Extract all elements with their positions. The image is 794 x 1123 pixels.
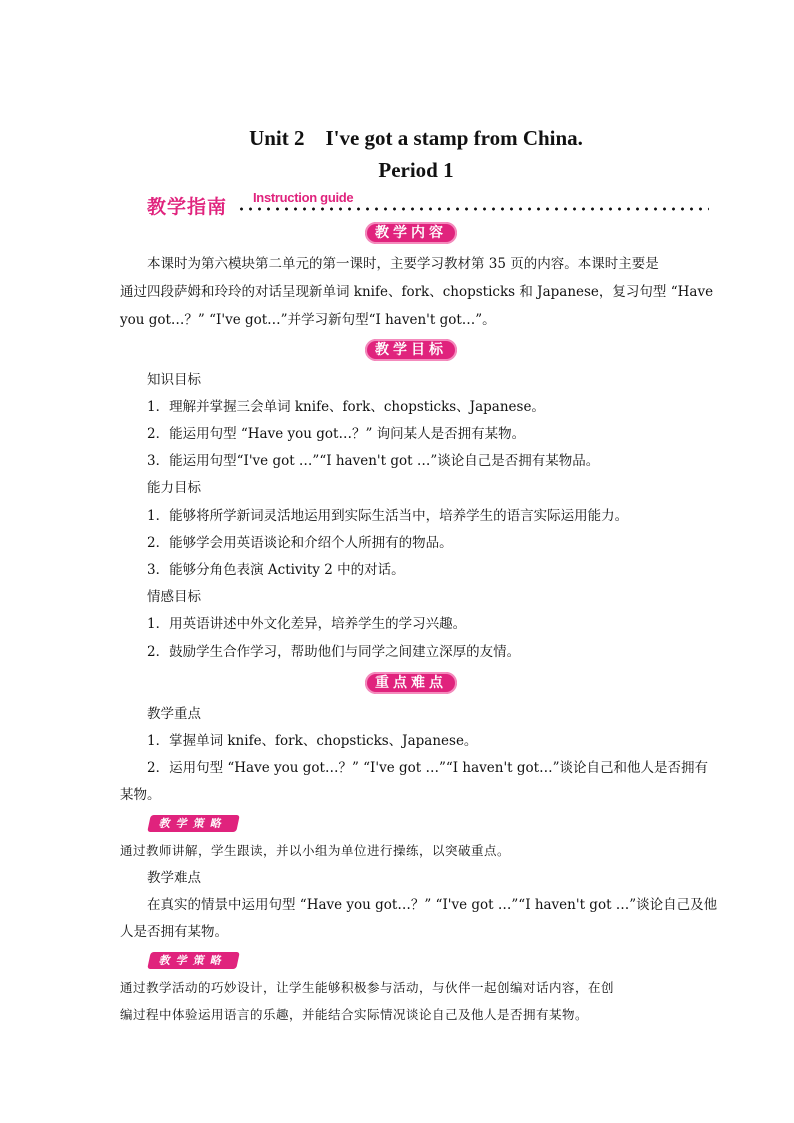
focus-item: 2．运用句型 “Have you got…？” “I've got …”“I haven't got…”谈论自己和他人是否拥有: [147, 760, 708, 776]
emotion-title: 情感目标: [147, 589, 201, 605]
period-title: Period 1: [378, 158, 454, 182]
focus-item: 某物。: [120, 787, 161, 803]
content-line: you got…？” “I've got…”并学习新句型“I haven't got…”。: [120, 312, 496, 328]
dotted-rule: [237, 207, 709, 211]
difficulty-item: 人是否拥有某物。: [120, 924, 228, 940]
ability-title: 能力目标: [147, 480, 201, 496]
objective-item: 1．理解并掌握三会单词 knife、fork、chopsticks、Japanese。: [147, 399, 545, 415]
objective-item: 1．用英语讲述中外文化差异，培养学生的学习兴趣。: [147, 616, 467, 632]
focus-title: 教学重点: [147, 706, 201, 722]
strategy-text: 编过程中体验运用语言的乐趣，并能结合实际情况谈论自己及他人是否拥有某物。: [120, 1007, 589, 1022]
objective-item: 3．能够分角色表演 Activity 2 中的对话。: [147, 562, 405, 578]
knowledge-title: 知识目标: [147, 372, 201, 388]
difficulty-title: 教学难点: [147, 870, 201, 886]
strategy-text: 通过教学活动的巧妙设计，让学生能够积极参与活动，与伙伴一起创编对话内容，在创: [120, 980, 615, 995]
strategy-badge: 教学策略: [147, 952, 240, 969]
guide-cn-label: 教学指南: [147, 196, 228, 218]
section-badge-content: 教学内容: [365, 222, 457, 244]
strategy-text: 通过教师讲解，学生跟读，并以小组为单位进行操练，以突破重点。: [120, 843, 511, 858]
section-badge-key-points: 重点难点: [365, 672, 457, 694]
objective-item: 1．能够将所学新词灵活地运用到实际生活当中，培养学生的语言实际运用能力。: [147, 508, 629, 524]
focus-item: 1．掌握单词 knife、fork、chopsticks、Japanese。: [147, 733, 478, 749]
objective-item: 2．鼓励学生合作学习，帮助他们与同学之间建立深厚的友情。: [147, 644, 521, 660]
section-badge-objectives: 教学目标: [365, 339, 457, 361]
guide-en-label: Instruction guide: [253, 190, 354, 205]
difficulty-item: 在真实的情景中运用句型 “Have you got…？” “I've got …”“I haven't got …”谈论自己及他: [147, 897, 718, 913]
instruction-guide-header: [147, 190, 709, 216]
strategy-badge: 教学策略: [147, 815, 240, 832]
objective-item: 2．能够学会用英语谈论和介绍个人所拥有的物品。: [147, 535, 453, 551]
content-line: 通过四段萨姆和玲玲的对话呈现新单词 knife、fork、chopsticks 和 Japanese，复习句型 “Have: [120, 284, 714, 300]
objective-item: 3．能运用句型“I've got …”“I haven't got …”谈论自己是否拥有某物品。: [147, 453, 600, 469]
content-line: 本课时为第六模块第二单元的第一课时，主要学习教材第 35 页的内容。本课时主要是: [147, 256, 659, 272]
unit-title: Unit 2 I've got a stamp from China.: [249, 126, 583, 150]
objective-item: 2．能运用句型 “Have you got…？” 询问某人是否拥有某物。: [147, 426, 526, 442]
